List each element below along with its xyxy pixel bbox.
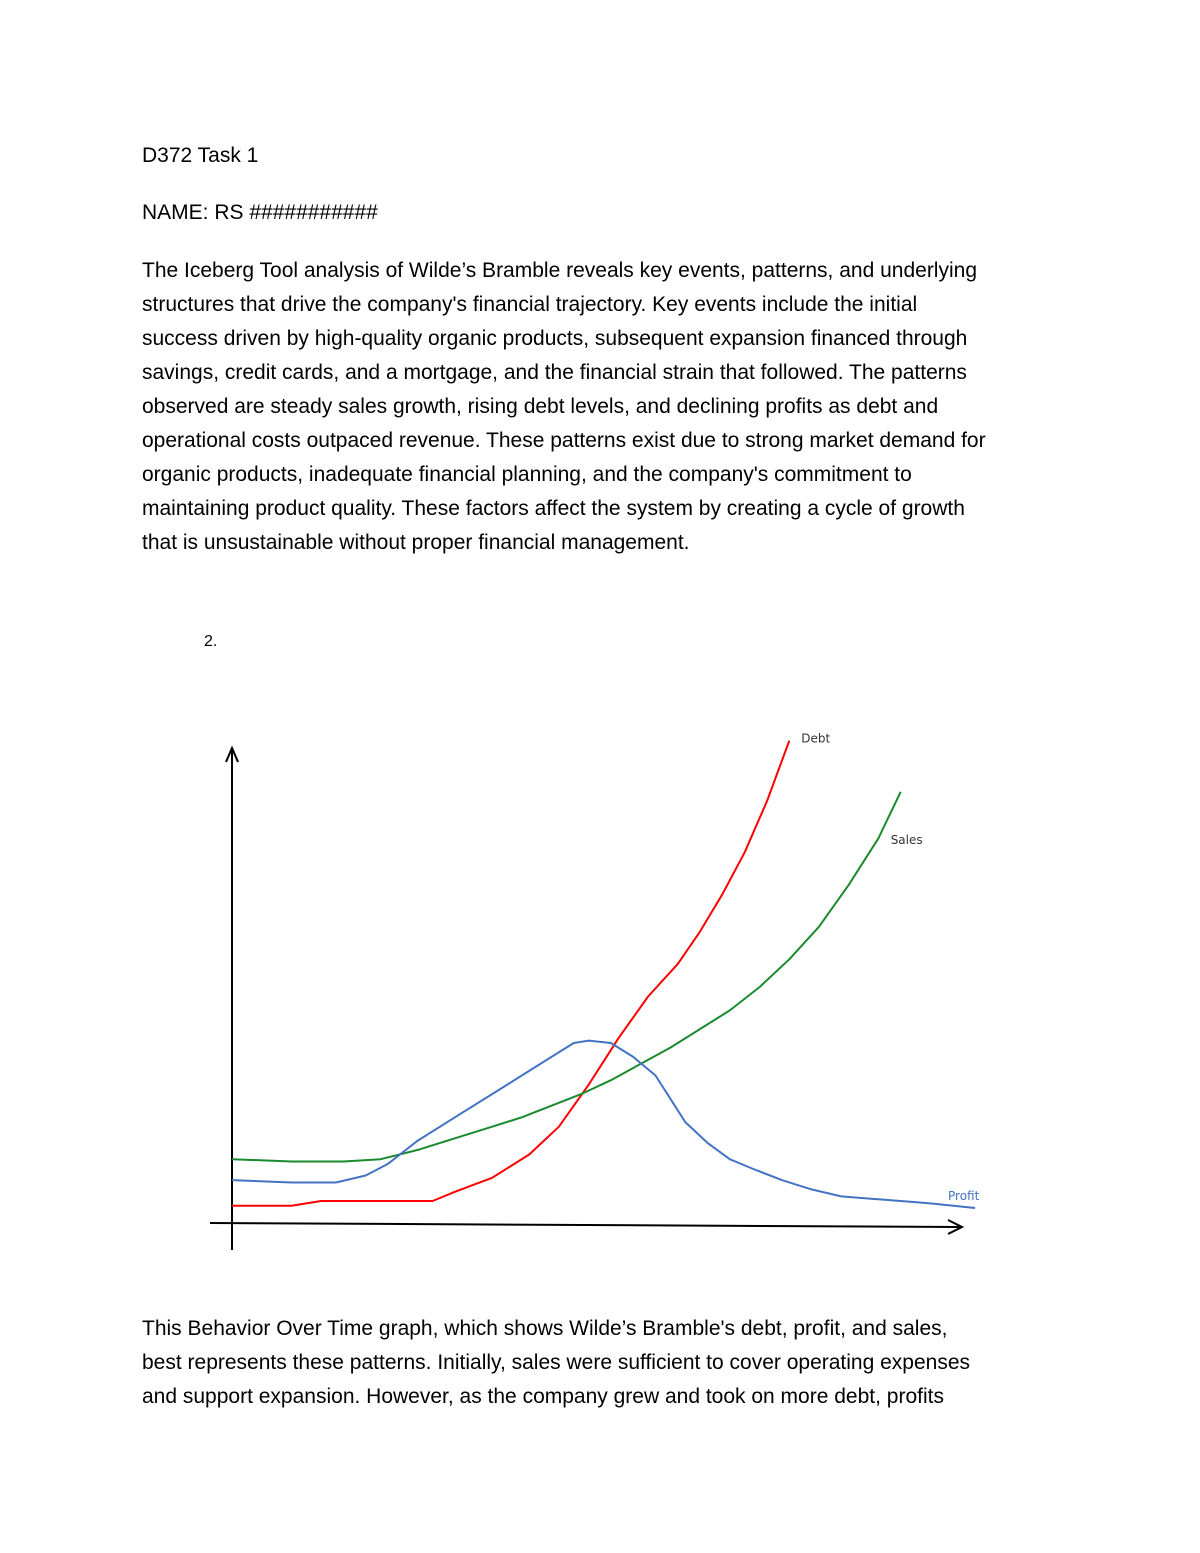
analysis-paragraph [142, 254, 1082, 560]
paragraph-line: observed are steady sales growth, rising debt levels, and declining profits as debt and [142, 395, 939, 418]
paragraph-line: success driven by high-quality organic products, subsequent expansion financed through [142, 327, 968, 350]
paragraph-line: organic products, inadequate financial planning, and the company's commitment to [142, 463, 912, 486]
series-line-profit [232, 1041, 975, 1208]
paragraph-line: that is unsustainable without proper financial management. [142, 531, 690, 554]
paragraph-line: savings, credit cards, and a mortgage, and the financial strain that followed. The patterns [142, 361, 967, 384]
paragraph-line: The Iceberg Tool analysis of Wilde’s Bramble reveals key events, patterns, and underlying [142, 259, 977, 282]
x-axis [210, 1223, 960, 1227]
series-line-sales [232, 792, 901, 1162]
section-number: 2. [204, 633, 218, 650]
graph-explanation-paragraph [142, 1312, 1082, 1414]
paragraph-line: best represents these patterns. Initially, sales were sufficient to cover operating expenses [142, 1351, 971, 1374]
series-line-debt [232, 741, 789, 1206]
series-label-sales: Sales [890, 832, 923, 847]
paragraph-line: structures that drive the company's financial trajectory. Key events include the initial [142, 293, 918, 316]
chart-axes [210, 748, 962, 1250]
series-label-debt: Debt [801, 731, 831, 746]
series-lines [232, 741, 975, 1208]
paragraph-line: operational costs outpaced revenue. These patterns exist due to strong market demand for [142, 429, 986, 452]
y-axis-arrow-icon [226, 748, 238, 762]
paragraph-line: This Behavior Over Time graph, which shows Wilde’s Bramble's debt, profit, and sales, [142, 1317, 948, 1340]
series-labels [801, 732, 979, 1203]
series-label-profit: Profit [948, 1189, 980, 1203]
paragraph-line: and support expansion. However, as the company grew and took on more debt, profits [142, 1385, 944, 1408]
x-axis-arrow-icon [948, 1220, 962, 1234]
document-title: D372 Task 1 [142, 144, 259, 167]
paragraph-line: maintaining product quality. These factors affect the system by creating a cycle of growth [142, 497, 965, 520]
student-name: NAME: RS ########### [142, 201, 378, 224]
